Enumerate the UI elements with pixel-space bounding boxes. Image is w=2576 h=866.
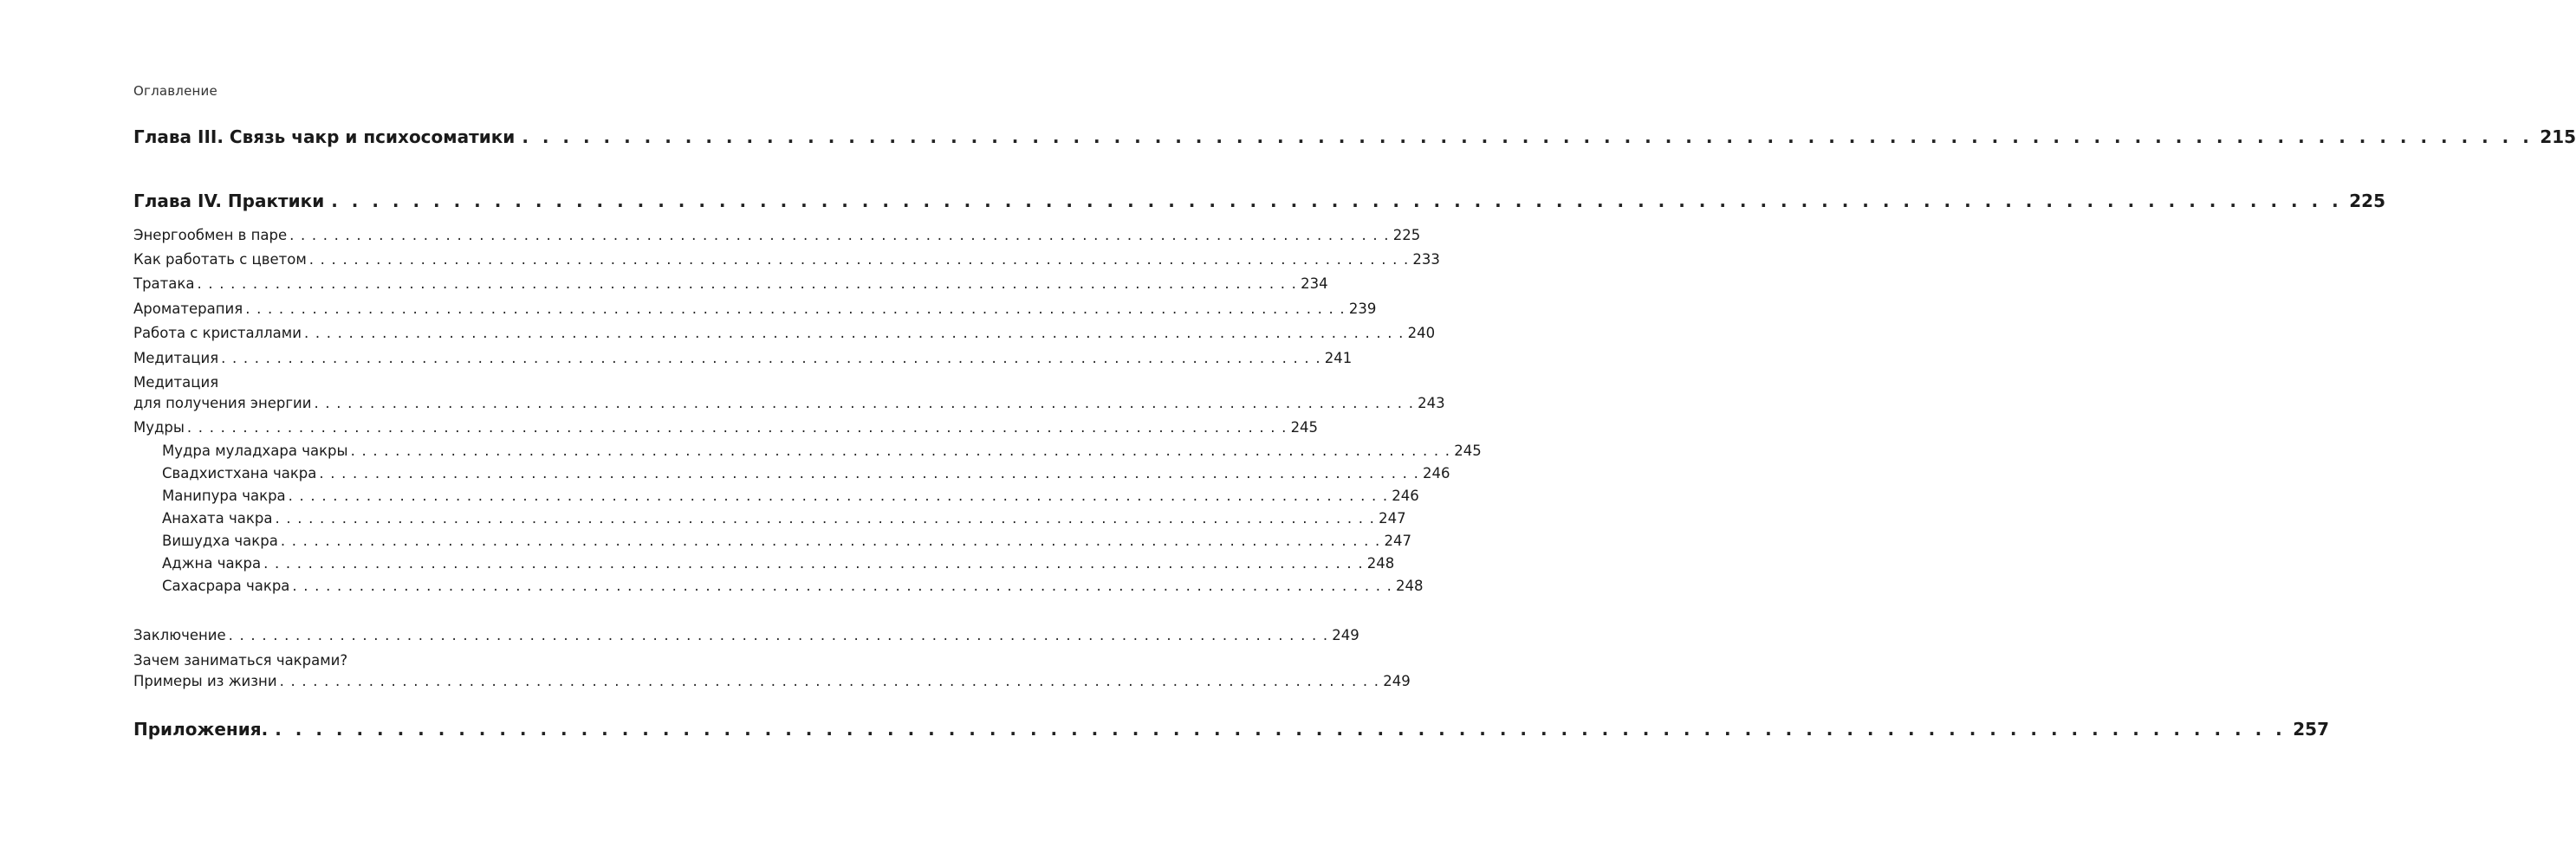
toc-page-number: 249 xyxy=(1383,673,1411,689)
leader-dots: . . . . . . . . . . . . . . . . . . . . . . . . . . . . . . . . . . . . . . . . . . . . . . . . . . . . . . . . . . . . . . . . . . . . . . . . . . . . . . . . . . . . . . . . . . . . . . . . . . . xyxy=(303,325,1405,341)
toc-entry-title-line1: Медитация xyxy=(133,374,219,391)
toc-entry-title: Мудры xyxy=(133,419,185,436)
leader-dots: . . . . . . . . . . . . . . . . . . . . . . . . . . . . . . . . . . . . . . . . . . . . . . . . . . . . . . . . . . . . . . . . . . . . . . . . . . . . . . . . . . . . . . . . . . . . . . . . . . . xyxy=(186,419,1288,436)
toc-entry-title: Примеры из жизни xyxy=(133,673,277,689)
toc-entry[interactable] xyxy=(133,395,1445,411)
toc-subentry[interactable] xyxy=(162,578,1424,594)
toc-entry-title: Заключение xyxy=(133,627,226,643)
toc-page-number: 248 xyxy=(1396,578,1424,594)
toc-subentry[interactable] xyxy=(162,510,1406,527)
leader-dots: . . . . . . . . . . . . . . . . . . . . . . . . . . . . . . . . . . . . . . . . . . . . . . . . . . . . . . . . . . . . . . . . . . . . . . . . . . . . . . . . . . . . . . . . . . . . . . . . . . . xyxy=(228,627,1329,643)
toc-entry[interactable] xyxy=(133,227,1421,243)
toc-page-number: 247 xyxy=(1384,533,1411,549)
toc-subentry[interactable] xyxy=(162,488,1419,504)
toc-page-number: 249 xyxy=(1332,627,1359,643)
toc-entry-title: для получения энергии xyxy=(133,395,312,411)
toc-chapter-title: Приложения. xyxy=(133,719,269,740)
leader-dots: . . . . . . . . . . . . . . . . . . . . . . . . . . . . . . . . . . . . . . . . . . . . . . . . . . . . . . . . . . . . . . . . . . . . . . . . . . . . . . . . . . . . . . . . . . . . . . . . . . . xyxy=(331,191,2343,211)
toc-chapter[interactable] xyxy=(133,126,2576,147)
leader-dots: . . . . . . . . . . . . . . . . . . . . . . . . . . . . . . . . . . . . . . . . . . . . . . . . . . . . . . . . . . . . . . . . . . . . . . . . . . . . . . . . . . . . . . . . . . . . . . . . . . . xyxy=(221,350,1321,366)
leader-dots: . . . . . . . . . . . . . . . . . . . . . . . . . . . . . . . . . . . . . . . . . . . . . . . . . . . . . . . . . . . . . . . . . . . . . . . . . . . . . . . . . . . . . . . . . . . . . . . . . . . xyxy=(263,555,1364,572)
leader-dots: . . . . . . . . . . . . . . . . . . . . . . . . . . . . . . . . . . . . . . . . . . . . . . . . . . . . . . . . . . . . . . . . . . . . . . . . . . . . . . . . . . . . . . . . . . . . . . . . . . . xyxy=(275,510,1376,527)
leader-dots: . . . . . . . . . . . . . . . . . . . . . . . . . . . . . . . . . . . . . . . . . . . . . . . . . . . . . . . . . . . . . . . . . . . . . . . . . . . . . . . . . . . . . . . . . . . . . . . . . . . xyxy=(292,578,1393,594)
toc-entry-title: Как работать с цветом xyxy=(133,251,307,268)
toc-page-number: 245 xyxy=(1454,443,1482,459)
toc-entry-title: Сахасрара чакра xyxy=(162,578,290,594)
toc-entry-title: Тратака xyxy=(133,275,195,292)
toc-entry-title: Медитация xyxy=(133,350,219,366)
toc-chapter[interactable] xyxy=(133,719,2329,740)
toc-entry-title: Аджна чакра xyxy=(162,555,262,572)
toc-page-number: 240 xyxy=(1407,325,1436,341)
toc-entry[interactable] xyxy=(133,251,1440,268)
toc-page-number: 241 xyxy=(1324,350,1353,366)
toc-page-number: 239 xyxy=(1348,301,1377,317)
toc-entry-title: Вишудха чакра xyxy=(162,533,278,549)
leader-dots: . . . . . . . . . . . . . . . . . . . . . . . . . . . . . . . . . . . . . . . . . . . . . . . . . . . . . . . . . . . . . . . . . . . . . . . . . . . . . . . . . . . . . . . . . . . . . . . . . . . xyxy=(350,443,1451,459)
toc-entry[interactable] xyxy=(133,673,1411,689)
toc-entry-title: Ароматерапия xyxy=(133,301,243,317)
leader-dots: . . . . . . . . . . . . . . . . . . . . . . . . . . . . . . . . . . . . . . . . . . . . . . . . . . . . . . . . . . . . . . . . . . . . . . . . . . . . . . . . . . . . . . . . . . . . . . . . . . . xyxy=(275,719,2287,740)
toc-page-number: 225 xyxy=(1392,227,1421,243)
toc-page-number: 215 xyxy=(2540,126,2576,147)
toc-entry-title: Энергообмен в паре xyxy=(133,227,288,243)
toc-page-number: 247 xyxy=(1379,510,1406,527)
toc-subentry[interactable] xyxy=(162,555,1395,572)
toc-page-number: 243 xyxy=(1418,395,1445,411)
leader-dots: . . . . . . . . . . . . . . . . . . . . . . . . . . . . . . . . . . . . . . . . . . . . . . . . . . . . . . . . . . . . . . . . . . . . . . . . . . . . . . . . . . . . . . . . . . . . . . . . . . . xyxy=(308,251,1410,268)
toc-page-number: 257 xyxy=(2293,719,2329,740)
toc-page-number: 246 xyxy=(1392,488,1419,504)
toc-entry-title: Работа с кристаллами xyxy=(133,325,302,341)
toc-page-number: 245 xyxy=(1290,419,1319,436)
toc-chapter-title: Глава III. Связь чакр и психосоматики xyxy=(133,126,516,147)
leader-dots: . . . . . . . . . . . . . . . . . . . . . . . . . . . . . . . . . . . . . . . . . . . . . . . . . . . . . . . . . . . . . . . . . . . . . . . . . . . . . . . . . . . . . . . . . . . . . . . . . . . xyxy=(289,227,1390,243)
leader-dots: . . . . . . . . . . . . . . . . . . . . . . . . . . . . . . . . . . . . . . . . . . . . . . . . . . . . . . . . . . . . . . . . . . . . . . . . . . . . . . . . . . . . . . . . . . . . . . . . . . . xyxy=(314,395,1415,411)
toc-entry-title: Свадхистхана чакра xyxy=(162,465,317,481)
toc-chapter-title: Глава IV. Практики xyxy=(133,191,325,211)
leader-dots: . . . . . . . . . . . . . . . . . . . . . . . . . . . . . . . . . . . . . . . . . . . . . . . . . . . . . . . . . . . . . . . . . . . . . . . . . . . . . . . . . . . . . . . . . . . . . . . . . . . xyxy=(288,488,1389,504)
leader-dots: . . . . . . . . . . . . . . . . . . . . . . . . . . . . . . . . . . . . . . . . . . . . . . . . . . . . . . . . . . . . . . . . . . . . . . . . . . . . . . . . . . . . . . . . . . . . . . . . . . . xyxy=(280,533,1381,549)
toc-entry-title-line1: Зачем заниматься чакрами? xyxy=(133,652,348,669)
leader-dots: . . . . . . . . . . . . . . . . . . . . . . . . . . . . . . . . . . . . . . . . . . . . . . . . . . . . . . . . . . . . . . . . . . . . . . . . . . . . . . . . . . . . . . . . . . . . . . . . . . . xyxy=(319,465,1420,481)
toc-page-number: 233 xyxy=(1412,251,1440,268)
leader-dots: . . . . . . . . . . . . . . . . . . . . . . . . . . . . . . . . . . . . . . . . . . . . . . . . . . . . . . . . . . . . . . . . . . . . . . . . . . . . . . . . . . . . . . . . . . . . . . . . . . . xyxy=(522,126,2534,147)
leader-dots: . . . . . . . . . . . . . . . . . . . . . . . . . . . . . . . . . . . . . . . . . . . . . . . . . . . . . . . . . . . . . . . . . . . . . . . . . . . . . . . . . . . . . . . . . . . . . . . . . . . xyxy=(197,275,1298,292)
toc-subentry[interactable] xyxy=(162,443,1482,459)
toc-entry[interactable] xyxy=(133,627,1359,643)
toc-subentry[interactable] xyxy=(162,465,1450,481)
leader-dots: . . . . . . . . . . . . . . . . . . . . . . . . . . . . . . . . . . . . . . . . . . . . . . . . . . . . . . . . . . . . . . . . . . . . . . . . . . . . . . . . . . . . . . . . . . . . . . . . . . . xyxy=(279,673,1380,689)
toc-page-number: 234 xyxy=(1301,275,1328,292)
toc-entry[interactable] xyxy=(133,419,1319,436)
toc-subentry[interactable] xyxy=(162,533,1411,549)
page-header: Оглавление xyxy=(133,83,217,99)
toc-page-number: 225 xyxy=(2349,191,2386,211)
toc-entry[interactable] xyxy=(133,325,1436,341)
leader-dots: . . . . . . . . . . . . . . . . . . . . . . . . . . . . . . . . . . . . . . . . . . . . . . . . . . . . . . . . . . . . . . . . . . . . . . . . . . . . . . . . . . . . . . . . . . . . . . . . . . . xyxy=(245,301,1346,317)
toc-entry[interactable] xyxy=(133,275,1328,292)
toc-page-number: 248 xyxy=(1366,555,1395,572)
toc-entry[interactable] xyxy=(133,350,1353,366)
toc-entry[interactable] xyxy=(133,301,1377,317)
toc-page-number: 246 xyxy=(1423,465,1450,481)
toc-chapter[interactable] xyxy=(133,191,2386,211)
toc-entry-title: Анахата чакра xyxy=(162,510,273,527)
toc-entry-title: Манипура чакра xyxy=(162,488,286,504)
toc-entry-title: Мудра муладхара чакры xyxy=(162,443,348,459)
